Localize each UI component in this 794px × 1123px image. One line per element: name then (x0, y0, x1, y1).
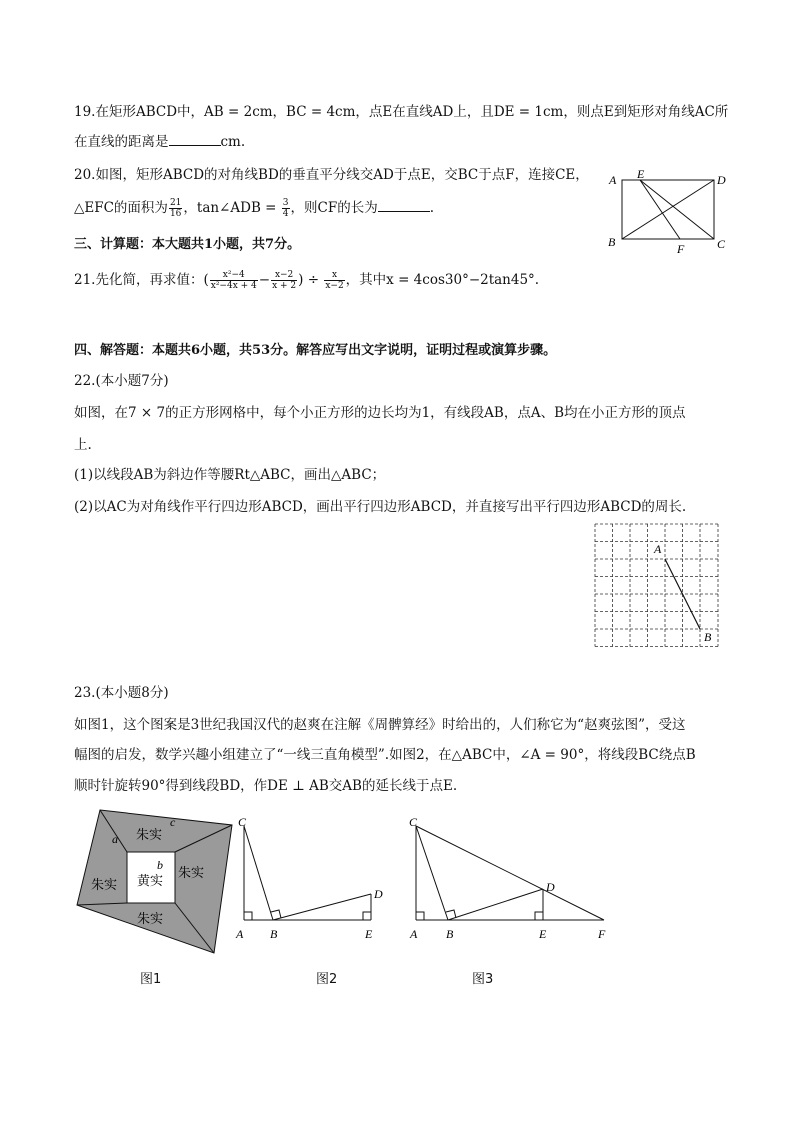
fig3-label-b: B (446, 927, 454, 941)
one-line-three-right-angles-figure-3 (404, 812, 618, 942)
q21-frac3-den: x−2 (325, 281, 344, 291)
q22-line1: 如图，在7 × 7的正方形网格中，每个小正方形的边长均为1，有线段AB，点A、B均在小正方形的顶点 (74, 405, 686, 421)
zhu-shi-left: 朱实 (91, 877, 118, 892)
q23-line2: 幅图的启发，数学兴趣小组建立了“一线三直角模型”.如图2，在△ABC中，∠A = 90°，将线段BC绕点B (74, 747, 696, 763)
q20-rectangle-figure (600, 168, 730, 258)
label-c: C (717, 237, 726, 251)
diagonal-bd (622, 180, 714, 239)
fig3-caption: 图3 (472, 972, 494, 987)
one-line-three-right-angles-figure-2 (232, 812, 392, 942)
q21-pre: 21.先化简，再求值：( (74, 272, 209, 288)
q23-header: 23.(本小题8分) (74, 685, 169, 701)
fig3-label-d: D (546, 880, 555, 894)
q20-line2-post: ，则CF的长为 (290, 200, 378, 216)
fig1-label-a: a (112, 832, 118, 846)
fig2-label-a: A (236, 927, 244, 941)
q19-answer-blank (169, 133, 221, 146)
q19-line2-pre: 在直线的距离是 (74, 134, 169, 150)
fig2-label-e: E (365, 927, 373, 941)
grid-label-a: A (654, 542, 662, 556)
label-a: A (609, 173, 617, 187)
zhu-shi-top: 朱实 (136, 827, 163, 842)
q23-line3: 顺时针旋转90°得到线段BD，作DE ⊥ AB交AB的延长线于点E. (74, 778, 458, 794)
q20-area-den: 16 (169, 209, 182, 219)
fig3-right-angle-b (446, 910, 456, 918)
section3-title: 三、计算题：本大题共1小题，共7分。 (74, 237, 301, 252)
fig2-label-b: B (270, 927, 278, 941)
q19-line2 (74, 132, 245, 152)
label-d: D (717, 173, 726, 187)
q19-line1: 19.在矩形ABCD中，AB = 2cm，BC = 4cm，点E在直线AD上，且DE = 1cm，则点E到矩形对角线AC所 (74, 104, 729, 120)
q20-line2 (74, 198, 434, 219)
fig2-right-angle-a (244, 912, 252, 920)
q21-frac2 (271, 270, 297, 291)
fig2-label-c: C (238, 815, 247, 829)
q20-area-num: 21 (169, 198, 182, 208)
q20-area-fraction (169, 198, 182, 219)
fig3-bd (448, 889, 543, 920)
q23-line1: 如图1，这个图案是3世纪我国汉代的赵爽在注解《周髀算经》时给出的，人们称它为“赵爽弦图”，受这 (74, 717, 686, 733)
segment-ef (640, 180, 680, 239)
huang-shi: 黄实 (137, 873, 164, 888)
q21-frac1 (210, 270, 258, 291)
fig1-label-c: c (170, 815, 176, 829)
q20-tan-num: 3 (282, 198, 289, 208)
fig3-label-f: F (598, 927, 606, 941)
q20-line2-end: . (429, 200, 434, 216)
fig1-caption: 图1 (140, 972, 162, 987)
zhu-shi-bottom: 朱实 (137, 911, 164, 926)
label-b: B (608, 235, 616, 249)
q22-grid-figure (592, 520, 722, 652)
q20-line1: 20.如图，矩形ABCD的对角线BD的垂直平分线交AD于点E，交BC于点F，连接CE， (74, 167, 589, 183)
zhao-shuang-figure (72, 805, 237, 960)
q21-div: ) ÷ (298, 272, 324, 288)
q22-header: 22.(本小题7分) (74, 373, 169, 389)
q21-minus: − (258, 272, 271, 288)
fig2-right-angle-e (363, 912, 371, 920)
q21-frac3-num: x (324, 270, 344, 281)
segment-ce (640, 180, 714, 239)
q21-post: ，其中x = 4cos30°−2tan45°. (345, 272, 540, 288)
fig2-cb (244, 826, 273, 920)
q21-frac1-den: x²−4x + 4 (210, 281, 257, 291)
fig3-right-angle-a (416, 912, 424, 920)
q21-frac3 (324, 270, 344, 291)
grid-label-b: B (704, 630, 712, 644)
fig1-label-b: b (157, 858, 163, 872)
fig2-label-d: D (374, 887, 383, 901)
q20-tan-fraction (282, 198, 290, 219)
q20-answer-blank (378, 199, 430, 212)
label-e: E (637, 168, 645, 181)
q21-frac1-num: x²−4 (210, 270, 258, 281)
q22-part2: (2)以AC为对角线作平行四边形ABCD，画出平行四边形ABCD，并直接写出平行四边形ABCD的周长. (74, 499, 687, 515)
fig2-bd (273, 894, 371, 920)
label-f: F (677, 242, 685, 256)
q20-tan-den: 4 (282, 209, 289, 219)
fig3-label-c: C (409, 815, 418, 829)
q19-line2-post: cm. (220, 134, 246, 150)
q21-line (74, 270, 539, 291)
section4-title: 四、解答题：本题共6小题，共53分。解答应写出文字说明，证明过程或演算步骤。 (74, 343, 557, 358)
fig3-cf (416, 826, 604, 920)
fig2-caption: 图2 (316, 972, 338, 987)
fig3-label-e: E (539, 927, 547, 941)
q20-line2-mid: ，tan∠ADB = (183, 200, 281, 216)
q20-line2-pre: △EFC的面积为 (74, 200, 168, 216)
zhu-shi-right: 朱实 (178, 865, 205, 880)
q22-line2: 上. (74, 437, 92, 453)
fig3-label-a: A (410, 927, 418, 941)
q21-frac2-num: x−2 (271, 270, 297, 281)
q21-frac2-den: x + 2 (272, 281, 297, 291)
fig3-right-angle-e (535, 912, 543, 920)
q22-part1: (1)以线段AB为斜边作等腰Rt△ABC，画出△ABC； (74, 467, 386, 483)
